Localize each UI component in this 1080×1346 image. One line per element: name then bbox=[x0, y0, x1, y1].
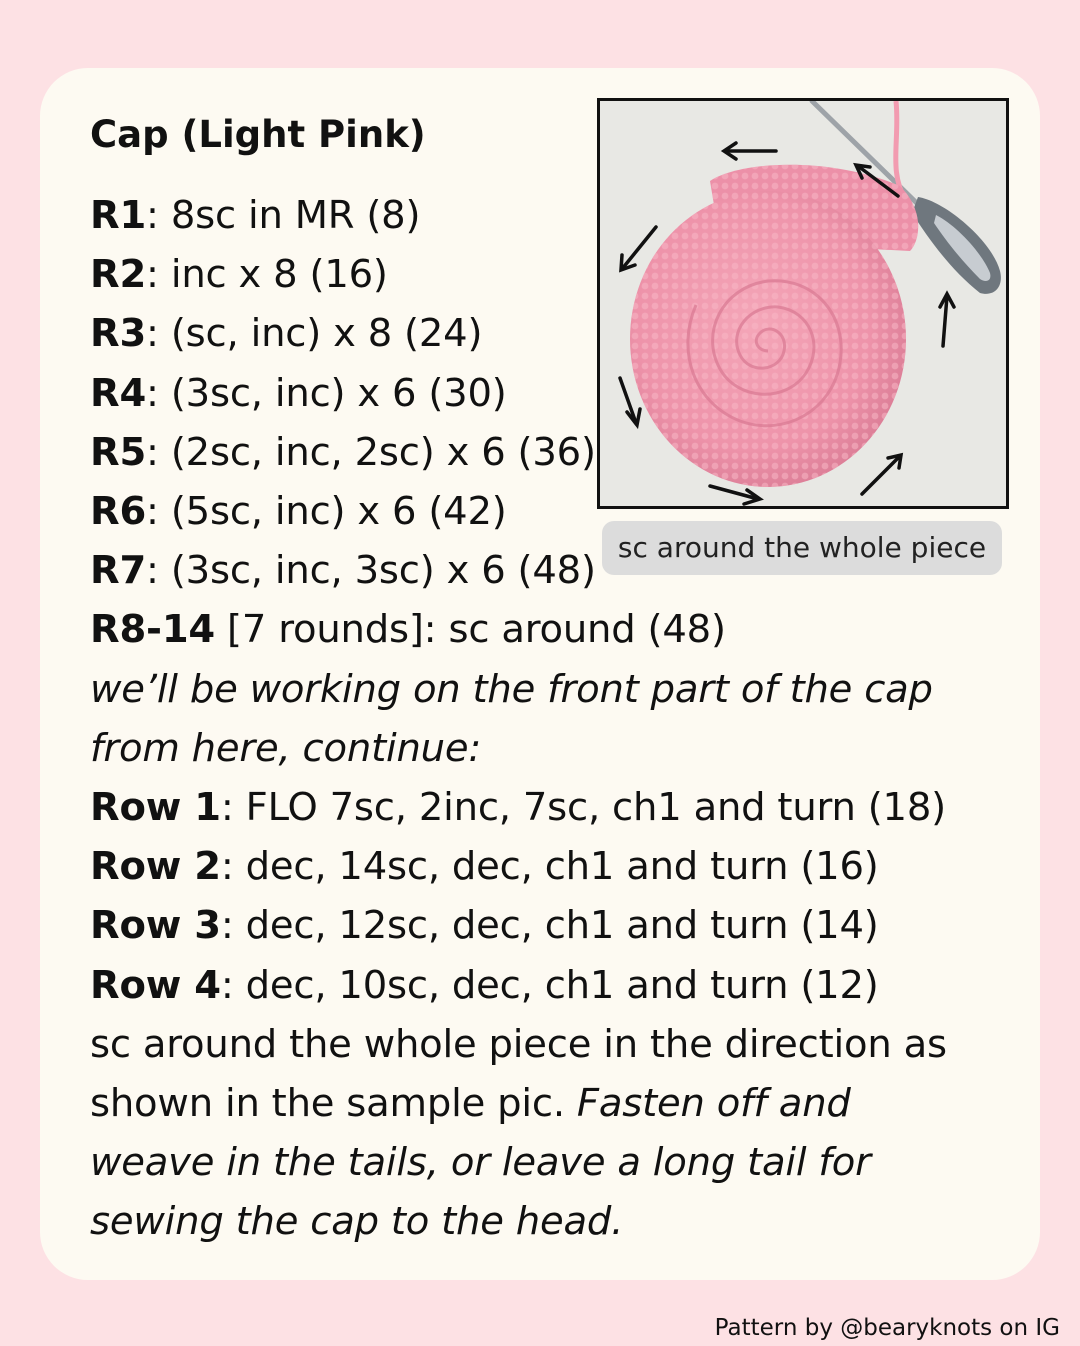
round-line bbox=[90, 600, 1020, 659]
row-label: Row 3 bbox=[90, 903, 221, 949]
note-line: we’ll be working on the front part of the cap bbox=[90, 666, 933, 712]
photo-caption: sc around the whole piece bbox=[602, 521, 1002, 575]
row-label: Row 4 bbox=[90, 962, 221, 1008]
round-text: : (5sc, inc) x 6 (42) bbox=[146, 489, 507, 535]
pattern-credit: Pattern by @bearyknots on IG bbox=[714, 1315, 1060, 1341]
finish-italic-text: Fasten off and bbox=[576, 1081, 851, 1127]
round-text: : (3sc, inc) x 6 (30) bbox=[146, 370, 507, 416]
round-text: : (3sc, inc, 3sc) x 6 (48) bbox=[146, 548, 596, 594]
round-text: : inc x 8 (16) bbox=[146, 252, 388, 298]
round-label: R2 bbox=[90, 252, 147, 298]
round-text: : (sc, inc) x 8 (24) bbox=[146, 311, 483, 357]
note-line: from here, continue: bbox=[90, 725, 482, 771]
round-text: : 8sc in MR (8) bbox=[146, 193, 421, 238]
round-label: R6 bbox=[90, 489, 147, 535]
crochet-cap-photo-icon bbox=[600, 101, 1006, 506]
round-label: R5 bbox=[90, 429, 147, 475]
round-text: [7 rounds]: sc around (48) bbox=[215, 607, 726, 653]
finish-line bbox=[90, 1074, 1020, 1133]
finish-line: weave in the tails, or leave a long tail for bbox=[90, 1140, 871, 1186]
row-label: Row 1 bbox=[90, 785, 221, 831]
row-text: : FLO 7sc, 2inc, 7sc, ch1 and turn (18) bbox=[220, 785, 946, 831]
row-line bbox=[90, 778, 1020, 837]
round-text: : (2sc, inc, 2sc) x 6 (36) bbox=[146, 429, 596, 475]
finish-line: sewing the cap to the head. bbox=[90, 1199, 624, 1245]
round-label: R7 bbox=[90, 548, 147, 594]
row-text: : dec, 14sc, dec, ch1 and turn (16) bbox=[220, 844, 879, 890]
row-line bbox=[90, 837, 1020, 896]
round-label: R8-14 bbox=[90, 607, 215, 653]
section-title: Cap (Light Pink) bbox=[90, 113, 426, 156]
round-label: R3 bbox=[90, 311, 147, 357]
row-line bbox=[90, 896, 1020, 955]
row-text: : dec, 10sc, dec, ch1 and turn (12) bbox=[220, 962, 879, 1008]
round-label: R4 bbox=[90, 370, 147, 416]
sample-photo bbox=[597, 98, 1009, 509]
finish-line: sc around the whole piece in the direction as bbox=[90, 1021, 947, 1067]
row-text: : dec, 12sc, dec, ch1 and turn (14) bbox=[220, 903, 879, 949]
finish-text: shown in the sample pic. bbox=[90, 1081, 577, 1127]
row-label: Row 2 bbox=[90, 844, 221, 890]
round-label: R1 bbox=[90, 193, 147, 238]
row-line bbox=[90, 956, 1020, 1015]
